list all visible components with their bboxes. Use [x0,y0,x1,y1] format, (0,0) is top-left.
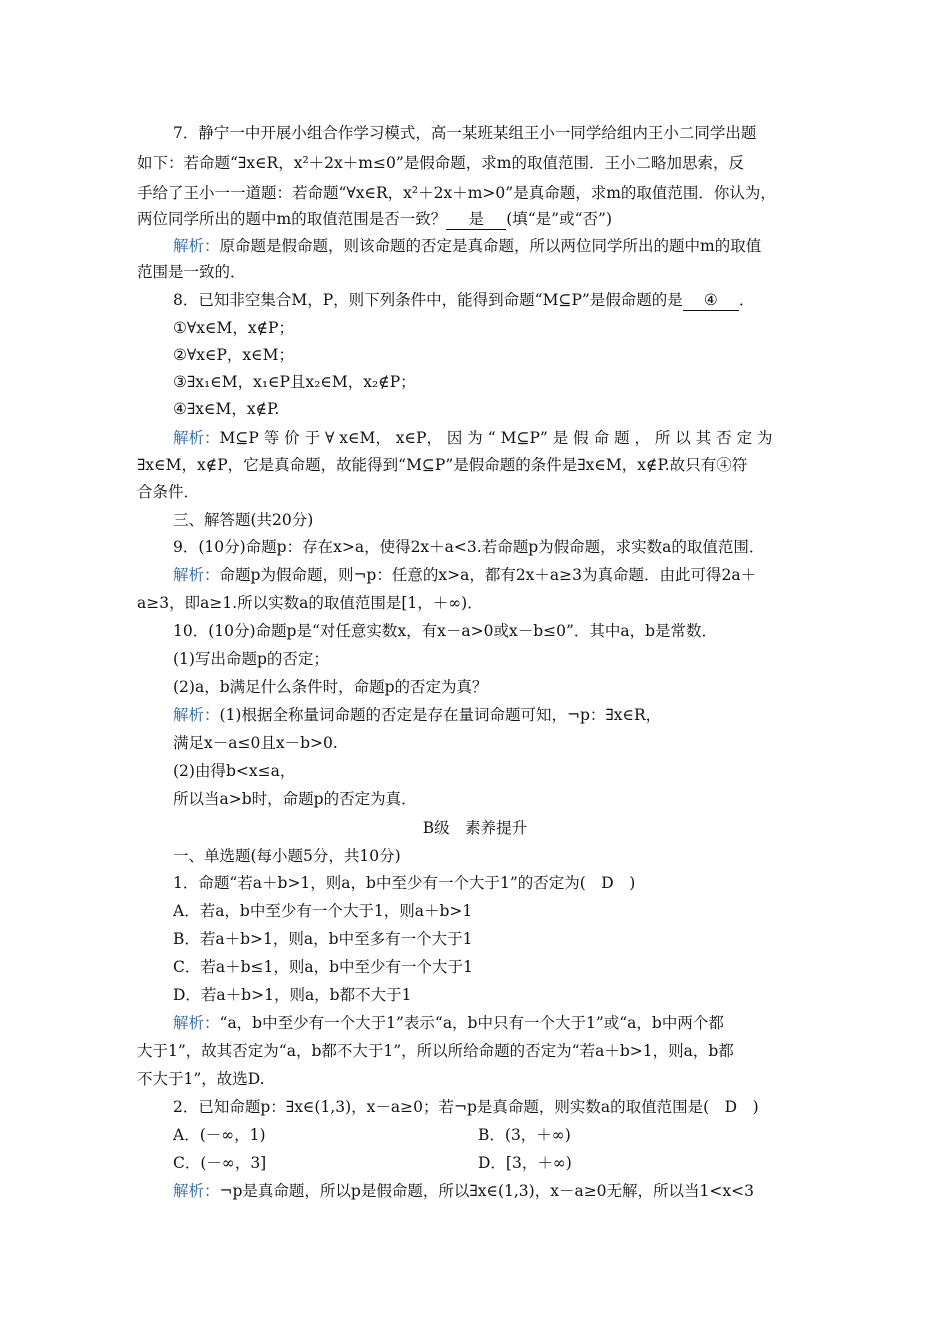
solution-label: 解析： [173,237,220,255]
q7-solution-text: 原命题是假命题，则该命题的否定是真命题，所以两位同学所出的题中m的取值 [219,237,762,255]
level-b-heading: B级 素养提升 [422,819,528,837]
b1-solution-text: “a，b中至少有一个大于1”表示“a，b中只有一个大于1”或“a，b中两个都 [219,1014,724,1032]
b1-solution-line-2: 大于1”，故其否定为“a，b都不大于1”，所以所给命题的否定为“若a＋b>1，则a，b都 [137,1042,734,1060]
q9-solution-text: 命题p为假命题，则¬p：任意的x>a，都有2x＋a≥3为真命题．由此可得2a＋ [219,566,757,584]
q7-line-3: 手给了王小一一道题：若命题“∀x∈R，x²＋2x＋m>0”是真命题，求m的取值范围．你认为， [137,184,776,202]
q10-solution-line-3: (2)由得b<x≤a， [173,762,296,780]
q7-line-4 [137,209,612,230]
q8-line-1 [173,290,754,311]
q7-solution-line-2: 范围是一致的． [137,263,246,281]
q10-part-1: (1)写出命题p的否定； [173,650,329,668]
section-heading-single-choice: 一、单选题(每小题5分，共10分) [173,847,401,865]
q7-solution-line-1 [173,236,761,256]
q8-solution-line-3: 合条件． [137,483,200,501]
q7-line-2: 如下：若命题“∃x∈R，x²＋2x＋m≤0”是假命题，求m的取值范围．王小二略加思索，反 [137,154,744,172]
q8-period: ． [738,291,755,309]
b1-option-b: B．若a＋b>1，则a，b中至多有一个大于1 [173,930,473,948]
q8-option-2: ②∀x∈P，x∈M； [173,346,294,364]
q9-solution-line-1 [173,565,756,585]
q10-solution-line-4: 所以当a>b时，命题p的否定为真． [173,790,417,808]
q9-solution-line-2: a≥3，即a≥1.所以实数a的取值范围是[1，＋∞)． [137,594,483,612]
q10-solution-line-2: 满足x－a≤0且x－b>0. [173,734,338,752]
b1-solution-line-3: 不大于1”，故选D. [137,1070,265,1088]
solution-label: 解析： [173,429,220,447]
b2-solution-text: ¬p是真命题，所以p是假命题，所以∃x∈(1,3)，x－a≥0无解，所以当1<x<3 [219,1182,754,1200]
q7-answer-blank: 是 [446,209,506,230]
q10-solution-text: (1)根据全称量词命题的否定是存在量词命题可知，¬p：∃x∈R， [219,706,662,724]
q10-part-2: (2)a，b满足什么条件时，命题p的否定为真？ [173,678,488,696]
q10-solution-line-1 [173,705,661,725]
q7-line-1: 7．静宁一中开展小组合作学习模式，高一某班某组王小一同学给组内王小二同学出题 [173,124,757,142]
b2-option-d: D．[3，＋∞) [478,1154,572,1172]
q8-option-3: ③∃x₁∈M，x₁∈P且x₂∈M，x₂∉P； [173,373,416,391]
q8-option-1: ①∀x∈M，x∉P； [173,319,294,337]
q8-solution-line-2: ∃x∈M，x∉P，它是真命题，故能得到“M⊆P”是假命题的条件是∃x∈M，x∉P.故只有④符 [137,456,748,474]
q7-question-text: 两位同学所出的题中m的取值范围是否一致？ [137,210,447,228]
solution-label: 解析： [173,1182,220,1200]
b1-option-c: C．若a＋b≤1，则a，b中至少有一个大于1 [173,958,473,976]
b1-option-a: A．若a，b中至少有一个大于1，则a＋b>1 [173,902,473,920]
b1-option-d: D．若a＋b>1，则a，b都不大于1 [173,986,412,1004]
q9-line-1: 9．(10分)命题p：存在x>a，使得2x＋a<3.若命题p为假命题，求实数a的取值范围． [173,538,765,556]
solution-label: 解析： [173,566,220,584]
q8-answer-blank: ④ [683,290,739,311]
solution-label: 解析： [173,706,220,724]
b2-option-a: A．(－∞，1) [173,1126,266,1144]
b2-option-b: B．(3，＋∞) [478,1126,571,1144]
q7-fill-hint: (填“是”或“否”) [506,210,612,228]
q8-question-text: 8．已知非空集合M，P，则下列条件中，能得到命题“M⊆P”是假命题的是 [173,291,683,309]
b1-question: 1．命题“若a＋b>1，则a，b中至少有一个大于1”的否定为( D ) [173,874,636,892]
solution-label: 解析： [173,1014,220,1032]
q8-option-4: ④∃x∈M，x∉P. [173,400,280,418]
b2-question: 2．已知命题p：∃x∈(1,3)，x－a≥0；若¬p是真命题，则实数a的取值范围是( D ) [173,1098,759,1116]
b2-option-c: C．(－∞，3] [173,1154,267,1172]
q8-solution-line-1 [173,428,773,448]
section-heading-answers: 三、解答题(共20分) [173,511,314,529]
q8-solution-text: M⊆P 等 价 于 ∀ x∈M， x∈P， 因 为 “ M⊆P” 是 假 命 题 ， 所 以 其 否 定 为 [219,429,773,447]
b1-solution-line-1 [173,1013,724,1033]
q10-line-1: 10．(10分)命题p是“对任意实数x，有x－a>0或x－b≤0”．其中a，b是常数． [173,622,718,640]
b2-solution-line-1 [173,1181,754,1201]
